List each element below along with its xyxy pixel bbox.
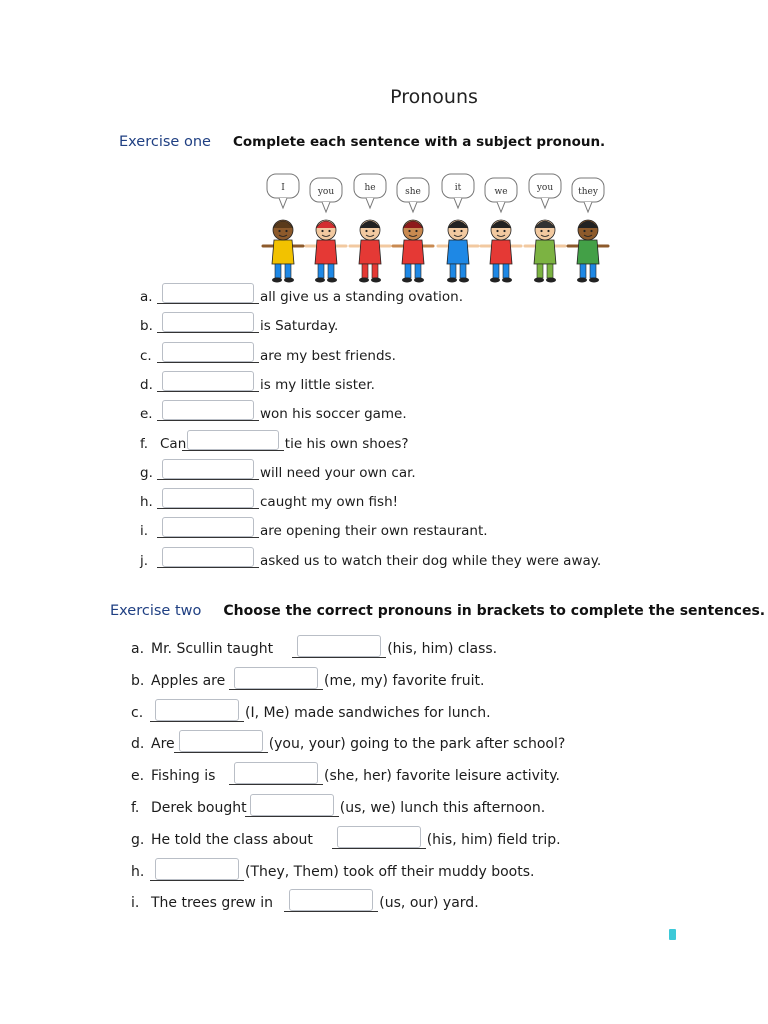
exercise-item [140,400,620,426]
exercise-two-label: Exercise two [110,603,202,619]
answer-input[interactable] [162,312,254,332]
exercise-one-instruction: Complete each sentence with a subject pronoun. [232,134,606,150]
child-figure-icon [568,220,608,283]
answer-input[interactable] [234,762,318,784]
item-text-before: Apples are [151,672,226,689]
exercise-item [140,488,620,514]
item-text-before: Are [151,736,175,753]
child-figure-icon [350,220,390,283]
item-text-before: He told the class about [151,831,313,848]
exercise-item [140,430,620,456]
answer-input[interactable] [162,459,254,479]
child-figure-icon [481,220,521,283]
exercise-item [131,730,631,756]
answer-input[interactable] [250,794,334,816]
answer-input[interactable] [162,400,254,420]
answer-input[interactable] [155,858,239,880]
child-figure-icon [263,220,303,283]
item-text-after: (his, him) field trip. [426,831,561,848]
item-text-after: will need your own car. [260,464,416,481]
item-letter: a. [140,289,153,305]
answer-input[interactable] [155,699,239,721]
exercise-item [140,371,620,397]
item-letter: i. [140,523,149,540]
bubble-pronoun: you [317,187,335,197]
exercise-item [131,794,631,820]
exercise-item [131,826,631,852]
item-letter: g. [140,464,153,481]
item-letter: e. [131,768,145,785]
exercise-item [131,858,631,884]
answer-input[interactable] [297,635,381,657]
page-marker-icon [669,929,676,940]
child-figure-icon [438,220,478,283]
answer-input[interactable] [162,342,254,362]
speech-bubble [529,174,561,208]
item-text-after: caught my own fish! [260,494,399,511]
item-text-after: (you, your) going to the park after school? [268,736,566,753]
item-letter: d. [131,736,145,753]
item-text-after: (I, Me) made sandwiches for lunch. [245,704,491,721]
item-text-after: (us, we) lunch this afternoon. [339,800,546,816]
exercise-item [140,547,620,573]
exercise-two-instruction: Choose the correct pronouns in brackets to complete the sentences. [223,603,766,619]
exercise-item [140,312,620,338]
item-text-after: are opening their own restaurant. [260,523,488,540]
child-figure-icon [525,220,565,283]
item-letter: c. [140,347,152,364]
item-letter: f. [140,435,149,452]
item-text-after: (us, our) yard. [379,895,479,912]
answer-input[interactable] [234,667,318,689]
speech-bubble [354,174,386,208]
item-letter: c. [131,704,144,721]
exercise-item [140,283,620,309]
item-letter: f. [131,800,140,816]
speech-bubble [397,178,429,212]
page-title: Pronouns [390,86,478,108]
answer-input[interactable] [162,488,254,508]
item-letter: d. [140,376,153,393]
bubble-pronoun: he [364,183,376,193]
item-text-before: Derek bought [151,800,247,816]
exercise-item [140,342,620,368]
speech-bubble [267,174,299,208]
answer-input[interactable] [162,547,254,567]
answer-input[interactable] [337,826,421,848]
item-letter: a. [131,641,145,657]
item-letter: h. [140,494,153,511]
answer-input[interactable] [289,889,373,911]
item-letter: j. [140,552,149,569]
answer-input[interactable] [179,730,263,752]
answer-input[interactable] [162,371,254,391]
item-letter: e. [140,406,153,423]
answer-input[interactable] [162,283,254,303]
item-letter: b. [140,318,153,335]
bubble-pronoun: I [281,183,285,193]
item-text-after: (she, her) favorite leisure activity. [324,768,560,785]
children-illustration [250,160,620,285]
exercise-one-label: Exercise one [119,134,211,150]
item-text-after: is Saturday. [260,318,339,335]
item-letter: i. [131,895,140,912]
exercise-item [140,517,620,543]
bubble-pronoun: she [405,187,421,197]
exercise-item [131,889,631,915]
item-letter: g. [131,831,145,848]
item-letter: h. [131,863,145,880]
exercise-item [131,699,631,725]
speech-bubble [572,178,604,212]
answer-input[interactable] [187,430,279,450]
exercise-two-heading [110,603,765,619]
item-letter: b. [131,672,145,689]
child-figure-icon [306,220,346,283]
item-text-after: is my little sister. [260,376,375,393]
speech-bubble [485,178,517,212]
bubble-pronoun: they [578,187,598,197]
exercise-one-heading [119,134,605,150]
bubble-pronoun: it [454,183,462,193]
item-text-before: Mr. Scullin taught [151,641,274,657]
child-figure-icon [393,220,433,283]
bubble-pronoun: you [536,183,554,193]
answer-input[interactable] [162,517,254,537]
item-text-after: won his soccer game. [260,406,407,423]
exercise-item [131,667,631,693]
item-text-after: (me, my) favorite fruit. [324,672,485,689]
item-text-after: (They, Them) took off their muddy boots. [245,863,535,880]
exercise-item [131,762,631,788]
item-text-after: asked us to watch their dog while they were away. [260,552,602,569]
item-text-before: Can [160,435,187,452]
item-text-before: The trees grew in [151,895,274,912]
item-text-after: tie his own shoes? [284,435,409,452]
speech-bubble [310,178,342,212]
exercise-item [140,459,620,485]
item-text-before: Fishing is [151,768,216,785]
speech-bubble [442,174,474,208]
item-text-after: (his, him) class. [387,641,498,657]
bubble-pronoun: we [494,187,508,197]
exercise-item [131,635,631,661]
item-text-after: all give us a standing ovation. [260,289,463,305]
item-text-after: are my best friends. [260,347,396,364]
